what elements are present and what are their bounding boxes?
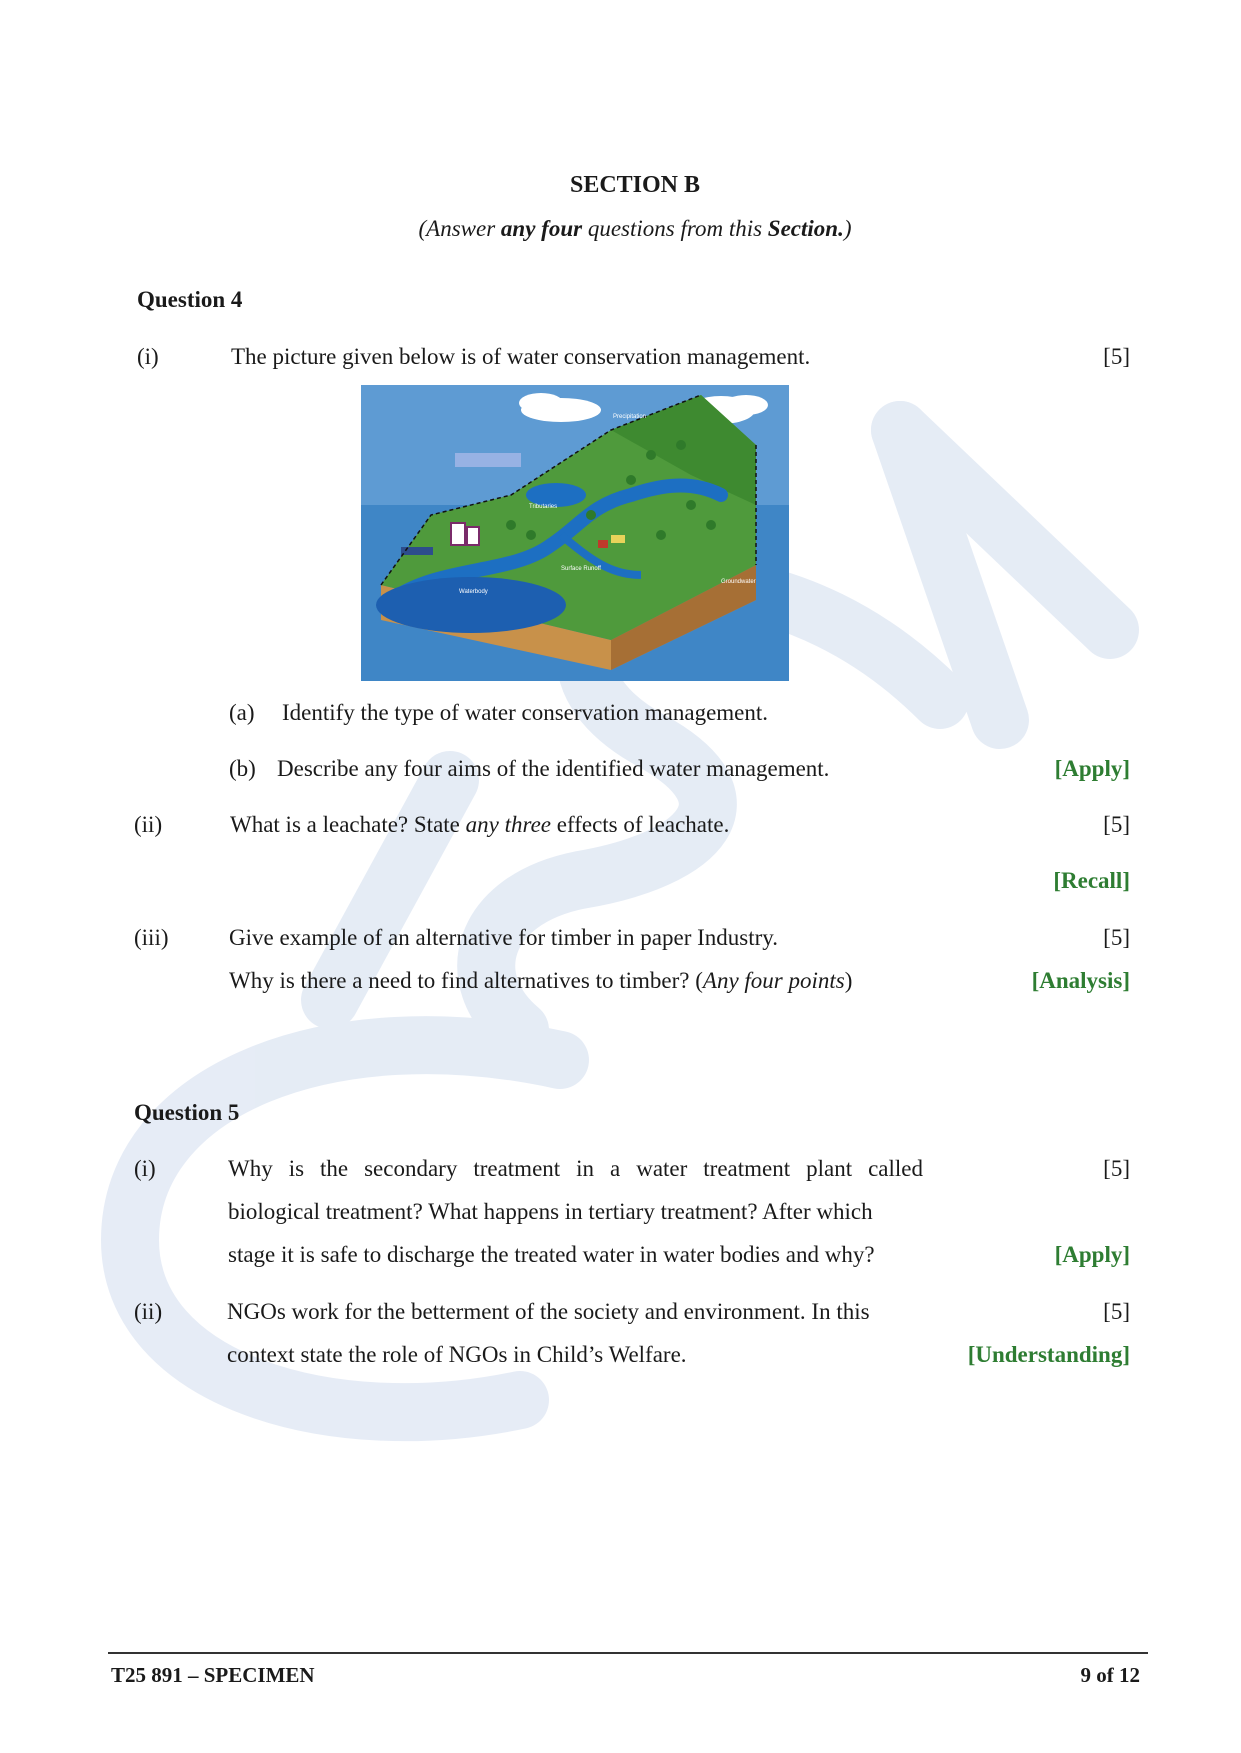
q5-ii-marks: [5]: [1103, 1299, 1130, 1324]
fig-label-waterbody: Waterbody: [459, 589, 488, 595]
q4-i-marks: [5]: [1103, 344, 1130, 369]
fig-label-surface-runoff: Surface Runoff: [561, 566, 601, 572]
q4-i-text: The picture given below is of water conservation management.: [231, 344, 811, 369]
q5-ii-number: (ii): [134, 1299, 163, 1324]
q4-iii-marks: [5]: [1103, 925, 1130, 950]
q4-iii-line1: Give example of an alternative for timber in paper Industry.: [229, 925, 779, 950]
q5-ii-tag: [Understanding]: [967, 1342, 1130, 1367]
footer-rule: [108, 1652, 1148, 1654]
q5-i-line2: biological treatment? What happens in tertiary treatment? After which: [228, 1199, 873, 1224]
q4-i-a-text: Identify the type of water conservation management.: [282, 700, 769, 725]
section-instruction: (Answer any four questions from this Section.): [418, 216, 852, 241]
q4-iii-number: (iii): [134, 925, 169, 950]
footer-code: T25 891 – SPECIMEN: [111, 1663, 315, 1687]
question-4-heading: Question 4: [137, 287, 243, 312]
section-title: SECTION B: [569, 172, 701, 198]
q4-i-a-number: (a): [229, 700, 255, 725]
q4-ii-text: What is a leachate? State any three effects of leachate.: [230, 812, 730, 837]
fig-label-tributaries: Tributaries: [529, 504, 558, 510]
question-5-heading: Question 5: [134, 1100, 240, 1125]
q4-ii-tag: [Recall]: [1053, 868, 1130, 893]
watershed-figure: [361, 385, 789, 681]
q4-i-b-text: Describe any four aims of the identified water management.: [277, 756, 830, 781]
q4-i-number: (i): [137, 344, 159, 369]
q4-i-tag: [Apply]: [1054, 756, 1130, 781]
fig-label-groundwater: Groundwater: [721, 579, 756, 585]
q5-i-number: (i): [134, 1156, 156, 1181]
q5-i-marks: [5]: [1103, 1156, 1130, 1181]
q5-i-line3: stage it is safe to discharge the treated water in water bodies and why?: [228, 1242, 875, 1267]
q4-ii-marks: [5]: [1103, 812, 1130, 837]
q4-iii-tag: [Analysis]: [1031, 968, 1130, 993]
q5-i-tag: [Apply]: [1054, 1242, 1130, 1267]
q5-ii-line1: NGOs work for the betterment of the society and environment. In this: [227, 1299, 870, 1324]
q4-iii-line2: Why is there a need to find alternatives to timber? (Any four points): [229, 968, 853, 993]
fig-label-precipitation: Precipitation: [613, 414, 647, 420]
q4-i-b-number: (b): [229, 756, 256, 781]
footer-page-number: 9 of 12: [1080, 1663, 1140, 1687]
q5-ii-line2: context state the role of NGOs in Child’s Welfare.: [227, 1342, 687, 1367]
q4-ii-number: (ii): [134, 812, 163, 837]
q5-i-line1: Why is the secondary treatment in a water treatment plant called: [228, 1156, 923, 1181]
